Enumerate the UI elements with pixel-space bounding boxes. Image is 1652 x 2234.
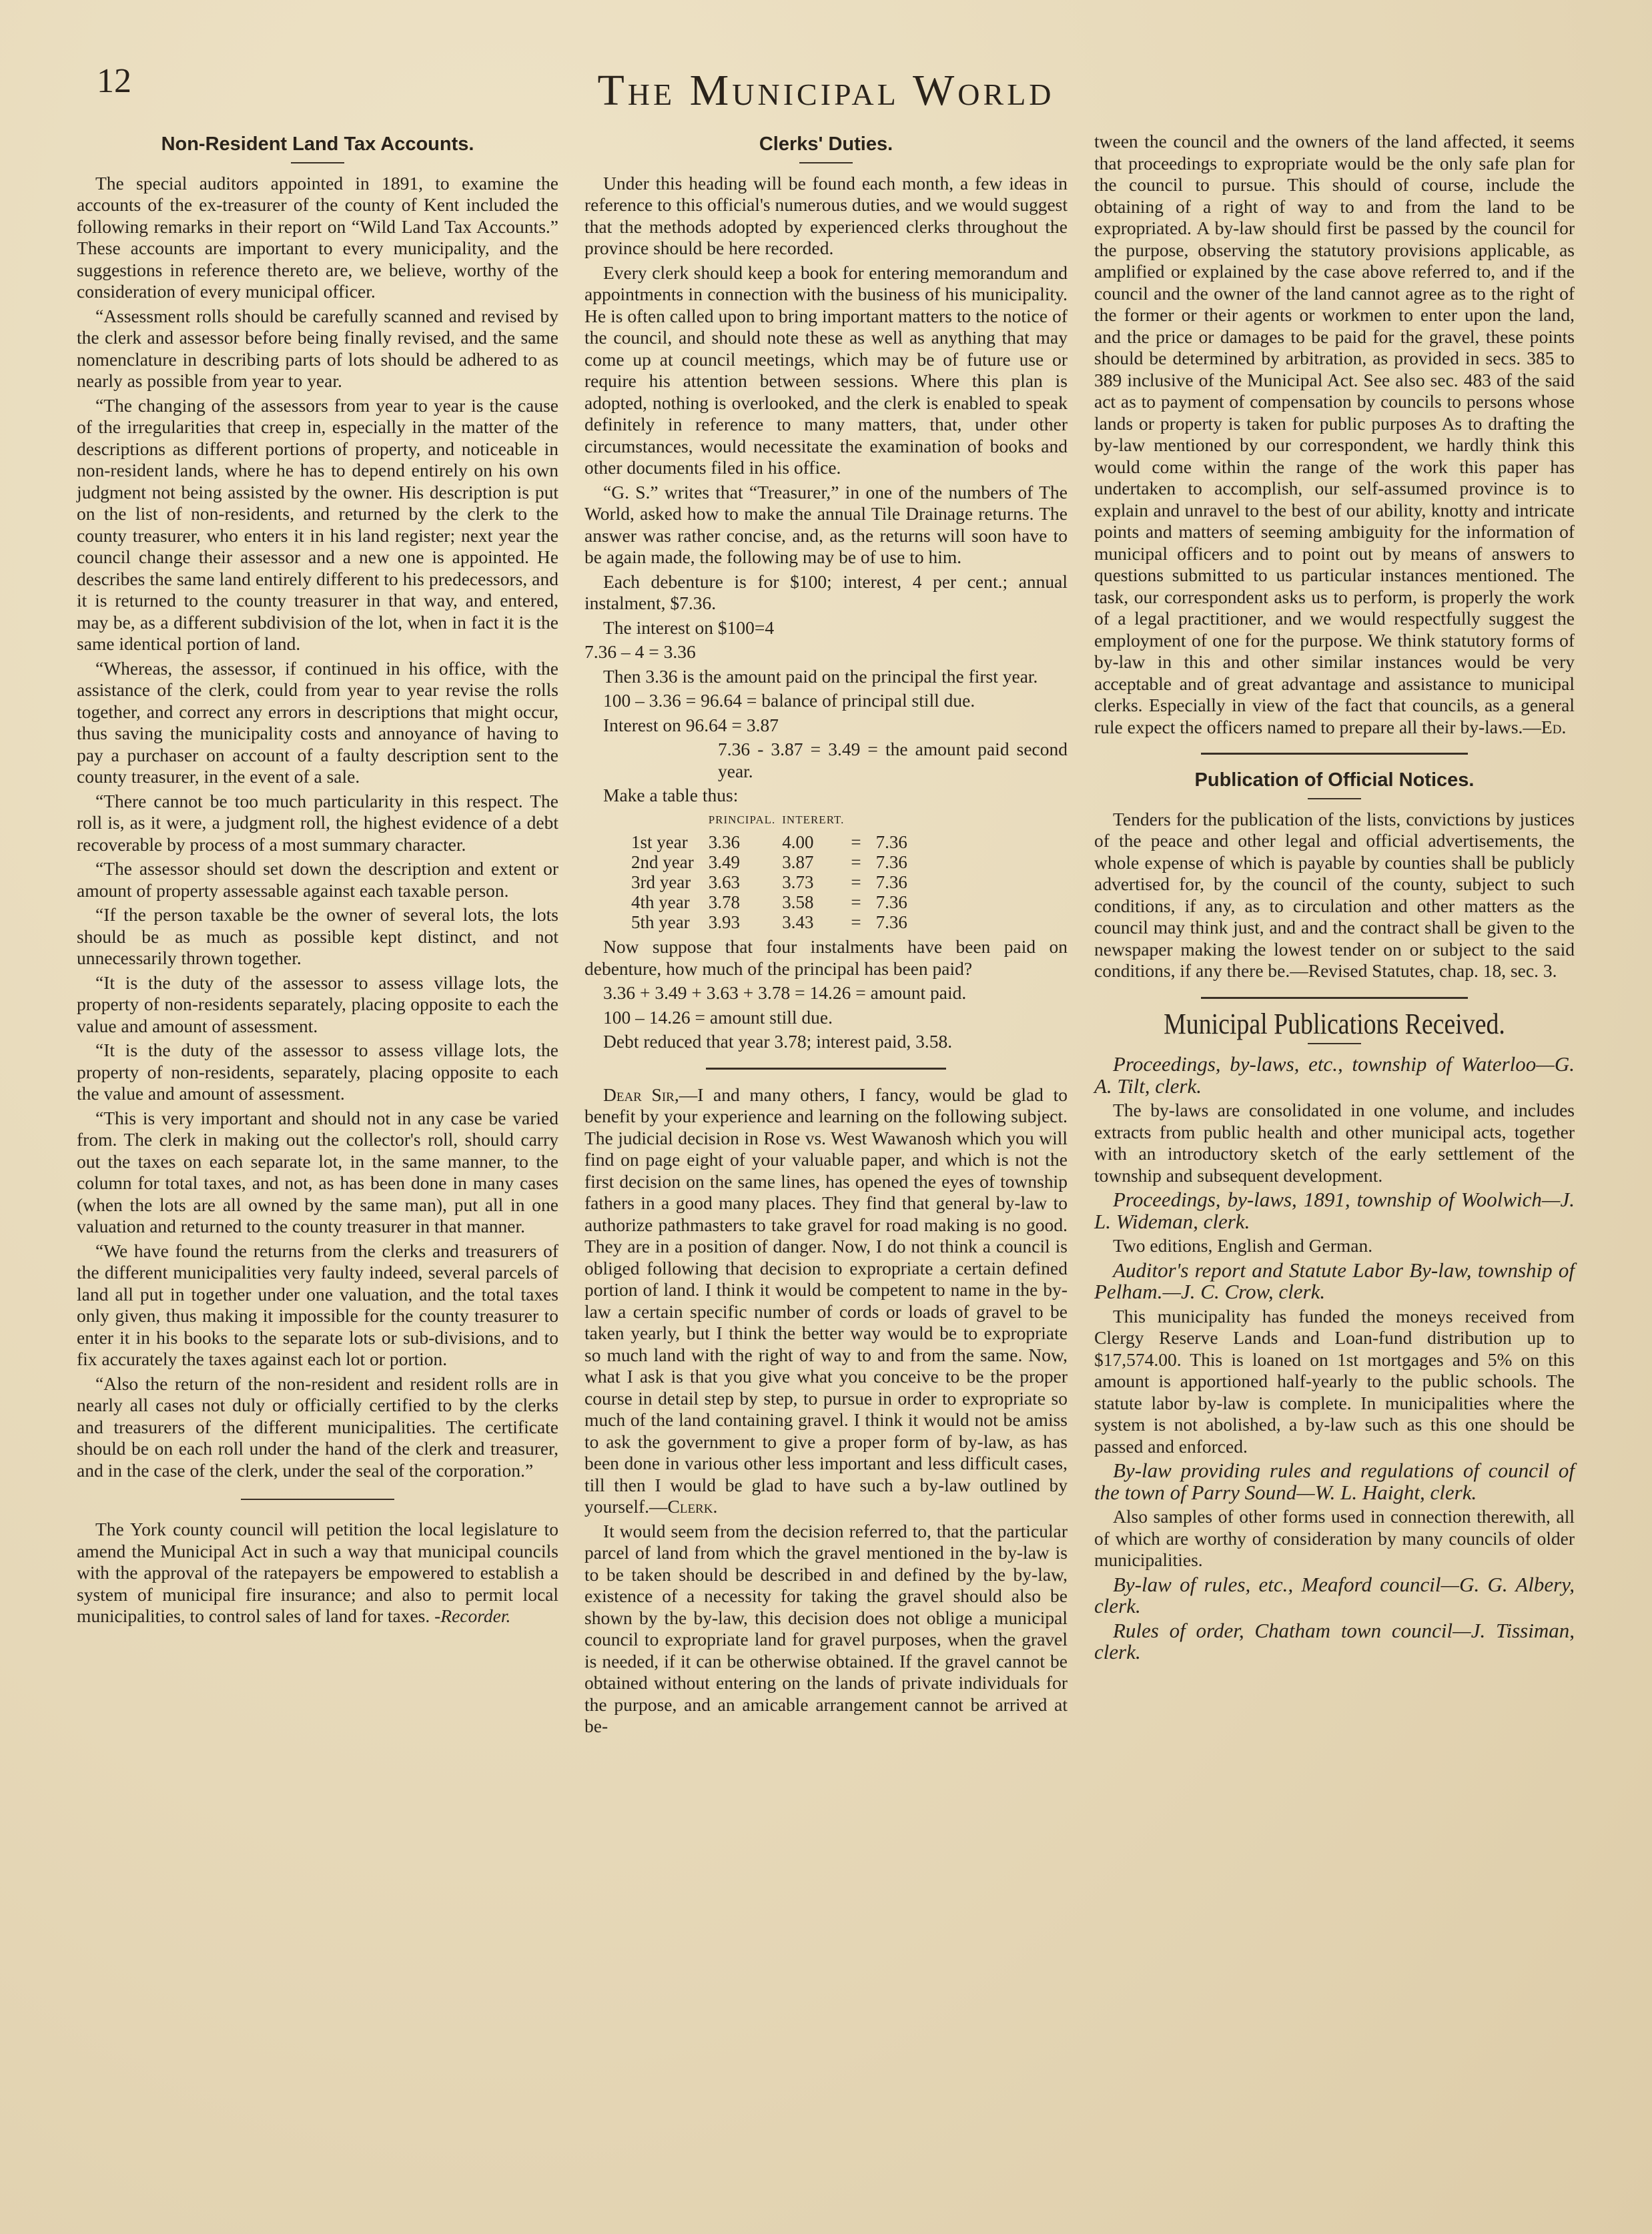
table-cell: 3.63 bbox=[708, 872, 740, 892]
table-cell: = bbox=[851, 852, 861, 872]
section-rule bbox=[241, 1499, 394, 1500]
table-row bbox=[631, 832, 922, 852]
table-cell: 3.49 bbox=[708, 852, 740, 872]
heading-rule bbox=[1308, 798, 1361, 799]
table-header: PRINCIPAL. bbox=[708, 813, 776, 826]
section-rule bbox=[1201, 997, 1468, 999]
paragraph: Under this heading will be found each month, a few ideas in reference to this official's numerous duties, and we would suggest that the methods adopted by experienced clerks throughout the province should be here recorded. bbox=[584, 172, 1068, 258]
york-text: The York county council will petition the local legislature to amend the Municipal Act in such a way that municipal councils with the approval of the ratepayers be empowered to establish a system of municipal fire insurance; and also to permit local municipalities, to control sales of land for taxes. bbox=[77, 1519, 558, 1626]
table-header: INTERERT. bbox=[782, 813, 845, 826]
letter-paragraph bbox=[584, 1084, 1068, 1518]
table-row bbox=[631, 912, 922, 932]
calc-line: 7.36 – 4 = 3.36 bbox=[584, 641, 696, 662]
article-heading-publications: Municipal Publications Received. bbox=[1164, 1007, 1505, 1040]
article-heading-non-resident: Non-Resident Land Tax Accounts. bbox=[161, 133, 474, 155]
publication-description: Two editions, English and German. bbox=[1113, 1235, 1373, 1256]
table-cell: 3.87 bbox=[782, 852, 814, 872]
publication-description: This municipality has funded the moneys received from Clergy Reserve Lands and Loan-fund distribution up to $17,574.00. This is loaned on 1st mortgages and 5% on this amount is apportioned half-yearly to the public schools. The statute labor by-law is complete. In municipalities where the system is not abolished, a by-law such as this one should be passed and enforced. bbox=[1094, 1305, 1575, 1457]
table-row bbox=[631, 872, 922, 892]
table-row bbox=[631, 852, 922, 872]
table-cell: = bbox=[851, 872, 861, 892]
table-cell: 3.36 bbox=[708, 832, 740, 852]
publication-title: By-law of rules, etc., Meaford council—G. G. Albery, clerk. bbox=[1094, 1572, 1575, 1617]
debenture-table bbox=[631, 809, 922, 933]
paragraph: Now suppose that four instalments have been paid on debenture, how much of the principal has been paid? bbox=[584, 936, 1068, 979]
paragraph: Each debenture is for $100; interest, 4 per cent.; annual instalment, $7.36. bbox=[584, 571, 1068, 613]
section-rule bbox=[1201, 753, 1468, 755]
table-cell: 2nd year bbox=[631, 852, 694, 872]
section-rule bbox=[706, 1068, 946, 1070]
table-cell: 4.00 bbox=[782, 832, 814, 852]
paragraph: “It is the duty of the assessor to assess village lots, the property of non-residents, separately, placing opposite to each the value and amount of assessment. bbox=[77, 1040, 558, 1104]
letter-signature: —Clerk. bbox=[649, 1496, 718, 1517]
calc-line: Then 3.36 is the amount paid on the principal the first year. bbox=[603, 665, 1038, 687]
article-heading-clerks-duties: Clerks' Duties. bbox=[759, 133, 893, 155]
table-cell: 7.36 bbox=[875, 892, 907, 912]
article-heading-official-notices: Publication of Official Notices. bbox=[1194, 769, 1475, 791]
publication-title: Rules of order, Chatham town council—J. Tissiman, clerk. bbox=[1094, 1618, 1575, 1663]
table-cell: 7.36 bbox=[875, 852, 907, 872]
publication-title: Proceedings, by-laws, 1891, township of Woolwich—J. L. Wideman, clerk. bbox=[1094, 1188, 1575, 1233]
calc-line: 3.36 + 3.49 + 3.63 + 3.78 = 14.26 = amount paid. bbox=[603, 982, 967, 1003]
paragraph: Tenders for the publication of the lists, convictions by justices of the peace and other legal and official advertisements, the whole expense of which is payable by counties shall be publicly advertised for, by the council of the county, subject to such conditions, if any, as to circulation and other matters as the council may think just, and and the contract shall be given to the newspaper making the lowest tender on or subject to the said conditions, if any there be.—Revised Statutes, chap. 18, sec. 3. bbox=[1094, 808, 1575, 981]
editor-signature: —Ed. bbox=[1523, 716, 1567, 737]
paragraph: “Also the return of the non-resident and resident rolls are in nearly all cases not duly or officially certified to by the clerks and treasurers of the different municipalities. The certificate should be on each roll under the hand of the clerk and treasurer, and in the case of the clerk, under the seal of the corporation.” bbox=[77, 1373, 558, 1481]
table-cell: 3.78 bbox=[708, 892, 740, 912]
column-left bbox=[77, 131, 558, 1630]
calc-line: The interest on $100=4 bbox=[603, 617, 775, 638]
letter-salutation: Dear Sir, bbox=[603, 1084, 679, 1105]
calc-line: 100 – 14.26 = amount still due. bbox=[603, 1006, 833, 1028]
page-number: 12 bbox=[97, 62, 131, 100]
table-cell: = bbox=[851, 832, 861, 852]
calc-line: Interest on 96.64 = 3.87 bbox=[603, 714, 779, 735]
table-cell: 3.58 bbox=[782, 892, 814, 912]
paragraph: “Assessment rolls should be carefully scanned and revised by the clerk and assessor before being finally revised, and the same nomenclature in describing parts of lots should be adhered to as nearly as possible from year to year. bbox=[77, 305, 558, 391]
table-cell: 7.36 bbox=[875, 832, 907, 852]
table-row bbox=[631, 892, 922, 912]
table-cell: = bbox=[851, 912, 861, 932]
paragraph: Every clerk should keep a book for entering memorandum and appointments in connection with the business of his municipality. He is often called upon to bring important matters to the notice of the council, and should note these as well as anything that may come up at council meetings, which may be of future use or require his attention between sessions. Where this plan is adopted, nothing is overlooked, and the clerk is enabled to speak definitely in reference to many matters, that, under other circumstances, would necessitate the examination of books and other documents filed in his office. bbox=[584, 262, 1068, 478]
table-cell: 3.93 bbox=[708, 912, 740, 932]
table-cell: 7.36 bbox=[875, 872, 907, 892]
paragraph: “It is the duty of the assessor to assess village lots, the property of non-residents separately, placing opposite to each the value and amount of assessment. bbox=[77, 972, 558, 1036]
york-signature: -Recorder. bbox=[434, 1605, 511, 1626]
table-cell: 4th year bbox=[631, 892, 690, 912]
table-cell: 1st year bbox=[631, 832, 688, 852]
table-cell: 7.36 bbox=[875, 912, 907, 932]
column-right bbox=[1094, 131, 1575, 1666]
publication-title: Proceedings, by-laws, etc., township of Waterloo—G. A. Tilt, clerk. bbox=[1094, 1052, 1575, 1098]
publication-description: Also samples of other forms used in connection therewith, all of which are worthy of consideration by many councils of older municipalities. bbox=[1094, 1506, 1575, 1570]
table-cell: 3rd year bbox=[631, 872, 691, 892]
calc-line: Make a table thus: bbox=[603, 785, 739, 805]
york-paragraph bbox=[77, 1519, 558, 1627]
paragraph: “There cannot be too much particularity in this respect. The roll is, as it were, a judgment roll, the highest evidence of a debt recoverable by process of a most summary character. bbox=[77, 790, 558, 855]
paragraph: “Whereas, the assessor, if continued in his office, with the assistance of the clerk, could from year to year revise the rolls together, and correct any errors in descriptions that might occur, thus saving the municipality costs and annoyance of having to pay a purchaser on account of a faulty description sent to the county treasurer, in the event of a sale. bbox=[77, 657, 558, 787]
table-cell: 3.43 bbox=[782, 912, 814, 932]
paragraph: “We have found the returns from the clerks and treasurers of the different municipalities very faulty indeed, several parcels of land all put in together under one valuation, and the total taxes only given, thus making it impossible for the county treasurer to enter it in his books to the separate lots or sub-divisions, and to fix accurately the taxes against each lot or portion. bbox=[77, 1240, 558, 1369]
paragraph: “G. S.” writes that “Treasurer,” in one of the numbers of The World, asked how to make the annual Tile Drainage returns. The answer was rather concise, and, as the returns will soon have to be again made, the following may be of use to him. bbox=[584, 481, 1068, 567]
masthead-title: The Municipal World bbox=[597, 66, 1055, 115]
paragraph: “The assessor should set down the description and extent or amount of property assessable against each taxable person. bbox=[77, 858, 558, 901]
calc-line: Debt reduced that year 3.78; interest paid, 3.58. bbox=[603, 1031, 953, 1052]
publication-description: The by-laws are consolidated in one volume, and includes extracts from public health and other municipal acts, together with an introductory sketch of the early settlement of the township and subsequent development. bbox=[1094, 1100, 1575, 1186]
paragraph-continued bbox=[1094, 131, 1575, 738]
paragraph: It would seem from the decision referred to, that the particular parcel of land from which the gravel mentioned in the by-law is to be taken should be described in and defined by the by-law, existence of a necessity for taking the gravel should also be shown by the by-law, this decision does not oblige a municipal council to expropriate land for gravel purposes, when the gravel is needed, if it can be otherwise obtained. If the gravel cannot be obtained without entering on the lands of private individuals for the purpose, and an amicable arrangement cannot be arrived at be- bbox=[584, 1520, 1068, 1736]
column-middle bbox=[584, 131, 1068, 1740]
paragraph: “The changing of the assessors from year to year is the cause of the irregularities that creep in, especially in the matter of the descriptions as different portions of property, and noticeable in non-resident lands, where he has to depend entirely on his own judgment not being assisted by the owner. His description is put on the list of non-residents, and returned by the clerk to the county treasurer, who enters it in his land register; next year the council change their assessor and a new one is appointed. He describes the same land entirely different to his predecessors, and it is returned to the county treasurer in that way, and entered, may be, as a different subdivision of the lot, when in fact it is the same identical portion of land. bbox=[77, 394, 558, 654]
publication-title: By-law providing rules and regulations of council of the town of Parry Sound—W. L. Haight, clerk. bbox=[1094, 1459, 1575, 1504]
letter-body: —I and many others, I fancy, would be glad to benefit by your experience and learning on the following subject. The judicial decision in Rose vs. West Wawanosh which you will find on page eight of your valuable paper, and which is not the first decision on the same lines, has opened the eyes of township fathers in a good many places. They find that general by-law to authorize pathmasters to take gravel for road making is no good. They are in a position of danger. Now, I do not think a council is obliged following that decision to expropriate a certain defined portion of land. I think it would be competent to name in the by-law a certain specific number of cords or loads of gravel to be taken yearly, but I think the better way would be to expropriate so much land with the right of way to and from the same. Now, what I ask is that you give what you conceive to be the proper course in detail step by step, to pursue in order to expropriate so much of the land containing gravel. I think it would not be amiss to ask the government to give a proper form of by-law, as has been done in various other less important and less difficult cases, till then I would be glad to have such a by-law outlined by yourself. bbox=[584, 1084, 1068, 1517]
publication-title: Auditor's report and Statute Labor By-law, township of Pelham.—J. C. Crow, clerk. bbox=[1094, 1258, 1575, 1303]
heading-rule bbox=[799, 162, 853, 163]
calc-line: 7.36 - 3.87 = 3.49 = the amount paid second year. bbox=[718, 739, 1068, 781]
answer-body: tween the council and the owners of the land affected, it seems that proceedings to expropriate would be the only safe plan for the council to pursue. This should of course, include the obtaining of a right of way to and from the land to be expropriated. A by-law should first be passed by the council for the purpose, observing the statutory provisions applicable, as amplified or explained by the case above referred to, and if the council and the owner of the land cannot agree as to the right of the former or their agents or workmen to enter upon the land, and the price or damages to be paid for the gravel, these points should be determined by arbitration, as provided in secs. 385 to 389 inclusive of the Municipal Act. See also sec. 483 of the said act as to payment of compensation by councils to persons whose lands or property is taken for public purposes As to drafting the by-law mentioned by our correspondent, we hardly think this would come within the range of the work this paper has undertaken to accomplish, our self-assumed province is to explain and unravel to the best of our ability, knotty and intricate points and matters of seeming ambiguity for the information of municipal officers and to point out by means of answers to questions submitted to us particular instances mentioned. The task, our correspondent asks us to perform, is properly the work of a legal practitioner, and we would respectfully suggest the employment of one for the purpose. We think statutory forms of by-law in this and other similar instances would be very acceptable and of great advantage and assistance to municipal clerks. Especially in view of the fact that councils, as a general rule expect the officers named to prepare all their by-laws. bbox=[1094, 131, 1575, 737]
table-cell: 5th year bbox=[631, 912, 690, 932]
heading-rule bbox=[1308, 1043, 1361, 1044]
paragraph: “This is very important and should not in any case be varied from. The clerk in making out the collector's roll, should carry out the taxes on each separate lot, in the same manner, to the column for total taxes, and not, as has been done in many cases (when the lots are all owned by the same man), put all in one valuation and returned to the county treasurer in that manner. bbox=[77, 1107, 558, 1236]
paragraph: “If the person taxable be the owner of several lots, the lots should be as much as possible kept distinct, and not unnecessarily thrown together. bbox=[77, 904, 558, 968]
paragraph: The special auditors appointed in 1891, to examine the accounts of the ex-treasurer of the county of Kent included the following remarks in their report on “Wild Land Tax Accounts.” These accounts are important to every municipality, and the suggestions in reference thereto are, we believe, worthy of the consideration of every municipal officer. bbox=[77, 172, 558, 302]
table-cell: 3.73 bbox=[782, 872, 814, 892]
calc-line: 100 – 3.36 = 96.64 = balance of principal still due. bbox=[603, 690, 975, 711]
heading-rule bbox=[291, 162, 344, 163]
table-cell: = bbox=[851, 892, 861, 912]
